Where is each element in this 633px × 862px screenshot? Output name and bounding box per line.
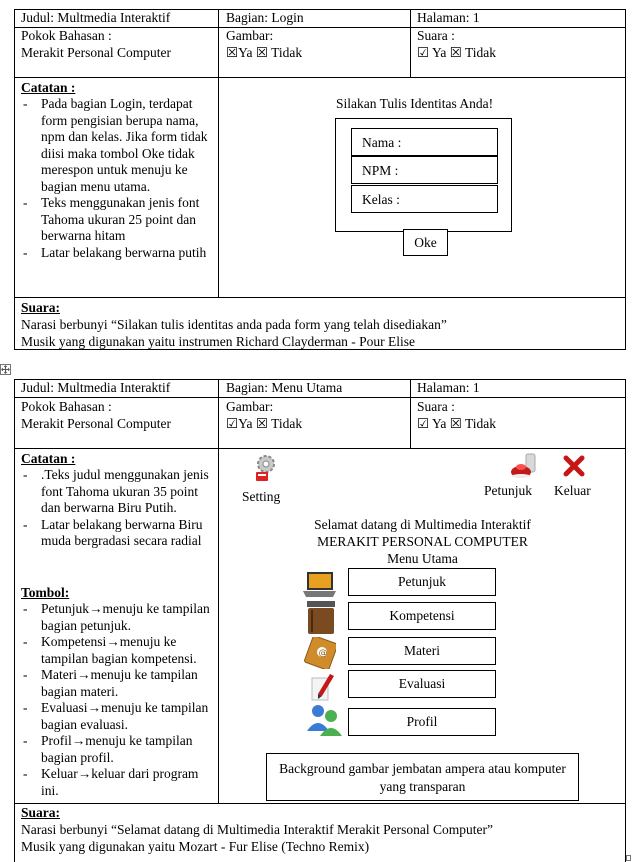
tombol-item: - Materi→menuju ke tampilan bagian materi. (21, 667, 217, 700)
tombol-title: Tombol: (21, 585, 70, 600)
musik-text: Musik yang digunakan yaitu instrumen Richard Clayderman - Pour Elise (21, 334, 416, 349)
book-stack-icon (306, 600, 336, 636)
petunjuk-label: Petunjuk (484, 483, 533, 498)
tombol-list (21, 601, 217, 799)
setting-label: Setting (242, 489, 281, 504)
gambar-value: ☑Ya ☒ Tidak (226, 416, 303, 431)
catatan-title: Catatan : (21, 451, 76, 466)
laptop-icon (303, 570, 336, 600)
suara-value: ☑ Ya ☒ Tidak (417, 416, 496, 431)
keluar-close-icon[interactable] (563, 455, 585, 477)
bagian-text: Bagian: Login (226, 10, 304, 25)
bagian-text: Bagian: Menu Utama (226, 380, 343, 395)
pokok-value: Merakit Personal Computer (21, 416, 171, 431)
tombol-item: - Kompetensi→menuju ke tampilan bagian kompetensi. (21, 634, 217, 667)
catatan-item: - Latar belakang berwarna Biru muda bergradasi secara radial (21, 517, 217, 550)
menu-evaluasi-button[interactable]: Evaluasi (348, 670, 496, 698)
narasi-text: Narasi berbunyi “Silakan tulis identitas anda pada form yang telah disediakan” (21, 317, 447, 332)
gambar-label: Gambar: (226, 399, 274, 414)
halaman-text: Halaman: 1 (417, 10, 480, 25)
end-of-cell-marker (626, 855, 631, 861)
setting-gear-icon[interactable] (253, 454, 279, 484)
tombol-item: - Profil→menuju ke tampilan bagian profil. (21, 733, 217, 766)
catatan-item: - Pada bagian Login, terdapat form pengisian berupa nama, npm dan kelas. Jika form tidak diisi maka tombol Oke tidak merespon untuk menuju ke bagian menu utama. (21, 96, 217, 195)
catatan-list (21, 96, 217, 261)
pokok-label: Pokok Bahasan : (21, 28, 112, 43)
catatan-item: - Latar belakang berwarna putih (21, 245, 217, 262)
menu-petunjuk-button[interactable]: Petunjuk (348, 568, 496, 596)
suara-title: Suara: (21, 805, 61, 820)
catatan-title: Catatan : (21, 80, 76, 95)
keluar-label: Keluar (554, 483, 591, 498)
petunjuk-icon[interactable] (509, 452, 541, 482)
gambar-label: Gambar: (226, 28, 274, 43)
oke-button[interactable]: Oke (403, 229, 448, 256)
tombol-item: - Keluar→keluar dari program ini. (21, 766, 217, 799)
nama-field-label: Nama : (362, 135, 402, 150)
catatan-item: - .Teks judul menggunakan jenis font Tahoma ukuran 35 point dan berwarna Biru Putih. (21, 467, 217, 517)
judul-text: Judul: Multmedia Interaktif (21, 380, 171, 395)
kelas-field[interactable] (351, 185, 498, 213)
kelas-field-label: Kelas : (362, 192, 400, 207)
tombol-item: - Petunjuk→menuju ke tampilan bagian petunjuk. (21, 601, 217, 634)
suara-label: Suara : (417, 28, 455, 43)
narasi-text: Narasi berbunyi “Selamat datang di Multimedia Interaktif Merakit Personal Computer” (21, 822, 493, 837)
nama-field[interactable] (351, 128, 498, 156)
login-heading: Silakan Tulis Identitas Anda! (336, 96, 494, 111)
menu-profil-button[interactable]: Profil (348, 708, 496, 736)
welcome-line-2: MERAKIT PERSONAL COMPUTER (317, 534, 528, 549)
npm-field-label: NPM : (362, 163, 399, 178)
background-note-box: Background gambar jembatan ampera atau komputer yang transparan (266, 753, 579, 801)
halaman-text: Halaman: 1 (417, 380, 480, 395)
suara-title: Suara: (21, 300, 61, 315)
pokok-value: Merakit Personal Computer (21, 45, 171, 60)
welcome-line-3: Menu Utama (387, 551, 458, 566)
gambar-value: ☒Ya ☒ Tidak (226, 45, 303, 60)
catatan-item: - Teks menggunakan jenis font Tahoma ukuran 25 point dan berwarna hitam (21, 195, 217, 245)
suara-label: Suara : (417, 399, 455, 414)
catatan-list (21, 467, 217, 550)
move-handle-icon[interactable] (0, 364, 11, 375)
svg-text:@: @ (318, 648, 328, 659)
suara-value: ☑ Ya ☒ Tidak (417, 45, 496, 60)
menu-materi-button[interactable]: Materi (348, 637, 496, 665)
address-book-icon (302, 637, 336, 669)
musik-text: Musik yang digunakan yaitu Mozart - Fur Elise (Techno Remix) (21, 839, 370, 854)
pencil-paper-icon (310, 672, 336, 702)
pokok-label: Pokok Bahasan : (21, 399, 112, 414)
tombol-item: - Evaluasi→menuju ke tampilan bagian evaluasi. (21, 700, 217, 733)
welcome-line-1: Selamat datang di Multimedia Interaktif (314, 517, 531, 532)
welcome-block (270, 516, 575, 567)
menu-kompetensi-button[interactable]: Kompetensi (348, 602, 496, 630)
judul-text: Judul: Multmedia Interaktif (21, 10, 171, 25)
npm-field[interactable] (351, 156, 498, 184)
users-icon (306, 703, 344, 737)
